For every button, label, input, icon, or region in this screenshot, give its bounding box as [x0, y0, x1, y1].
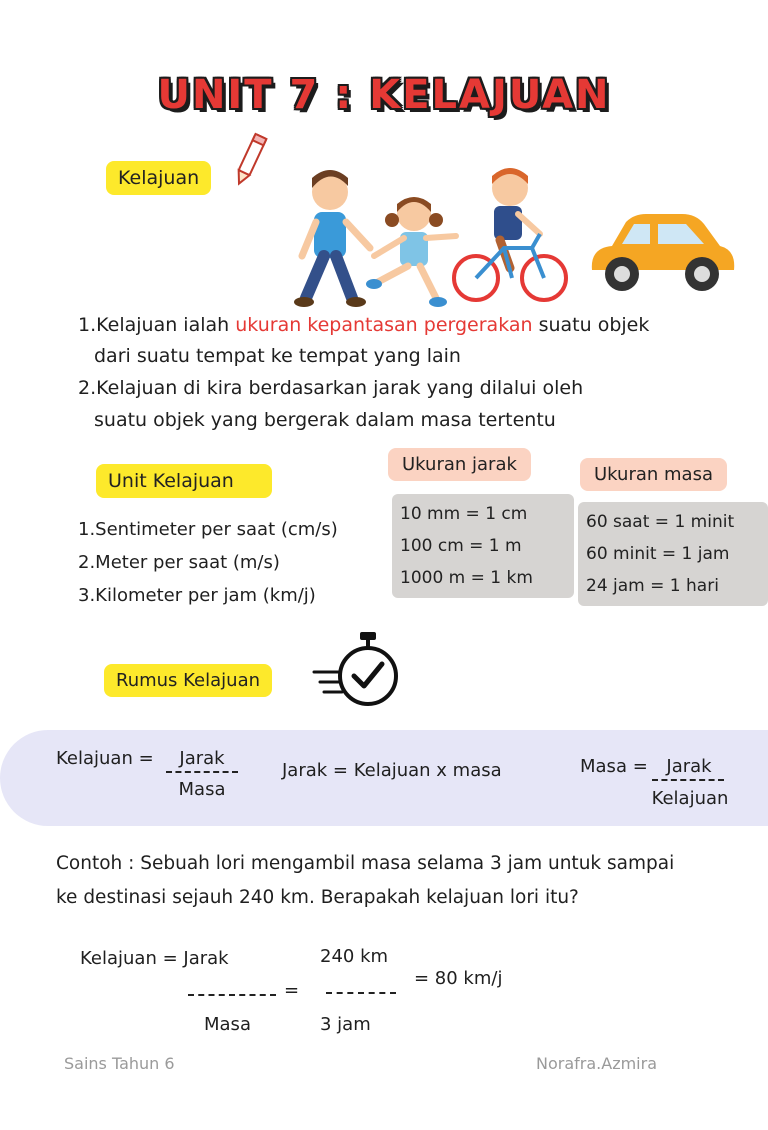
ukuran-jarak-tag: Ukuran jarak: [388, 448, 531, 481]
jarak-box: [392, 494, 574, 598]
jarak-row: 100 cm = 1 m: [400, 536, 522, 556]
jarak-row: 1000 m = 1 km: [400, 568, 533, 588]
fraction-line: [652, 779, 724, 781]
formula-masa-numerator: Jarak: [666, 756, 712, 777]
definition-2: 2.Kelajuan di kira berdasarkan jarak yang dilalui oleh: [78, 377, 584, 399]
formula-kelajuan-numerator: Jarak: [179, 748, 225, 769]
footer-author: Norafra.Azmira: [536, 1054, 657, 1073]
rumus-kelajuan-tag: Rumus Kelajuan: [104, 664, 272, 697]
calc-equals: =: [284, 980, 300, 1001]
definition-1-line2: dari suatu tempat ke tempat yang lain: [94, 345, 461, 367]
car-illustration: [586, 212, 738, 298]
ukuran-masa-tag: Ukuran masa: [580, 458, 727, 491]
example-line-1: Contoh : Sebuah lori mengambil masa selama 3 jam untuk sampai: [56, 853, 675, 874]
stopwatch-icon: [310, 628, 406, 712]
formula-jarak: Jarak = Kelajuan x masa: [282, 760, 502, 781]
fraction-line: [188, 994, 276, 996]
calc-numerator: 240 km: [320, 946, 389, 967]
calc-left: Kelajuan = Jarak: [80, 948, 229, 969]
jarak-row: 10 mm = 1 cm: [400, 504, 528, 524]
formula-kelajuan: Kelajuan =: [56, 748, 154, 769]
example-line-2: ke destinasi sejauh 240 km. Berapakah kelajuan lori itu?: [56, 887, 579, 908]
calc-den: Masa: [204, 1014, 251, 1035]
calc-result: = 80 km/j: [414, 968, 503, 989]
calc-denominator: 3 jam: [320, 1014, 371, 1035]
definition-1: 1.Kelajuan ialah ukuran kepantasan pergerakan suatu objek: [78, 314, 650, 336]
unit-item: 2.Meter per saat (m/s): [78, 552, 280, 573]
unit-item: 1.Sentimeter per saat (cm/s): [78, 519, 338, 540]
page-title: UNIT 7 : KELAJUAN: [157, 72, 611, 118]
definition-2-line2: suatu objek yang bergerak dalam masa tertentu: [94, 409, 556, 431]
cycling-boy-illustration: [448, 164, 572, 310]
formula-masa: Masa =: [580, 756, 648, 777]
kelajuan-tag: Kelajuan: [106, 161, 211, 195]
pencil-icon: [228, 128, 272, 192]
masa-row: 60 saat = 1 minit: [586, 512, 735, 532]
footer-subject: Sains Tahun 6: [64, 1054, 175, 1073]
masa-row: 24 jam = 1 hari: [586, 576, 719, 596]
unit-item: 3.Kilometer per jam (km/j): [78, 585, 316, 606]
unit-kelajuan-tag: Unit Kelajuan: [96, 464, 272, 498]
formula-kelajuan-denominator: Masa: [178, 779, 226, 800]
fraction-line: [166, 771, 238, 773]
fraction-line: [326, 992, 396, 994]
masa-box: [578, 502, 768, 606]
formula-masa-denominator: Kelajuan: [651, 788, 729, 809]
masa-row: 60 minit = 1 jam: [586, 544, 730, 564]
